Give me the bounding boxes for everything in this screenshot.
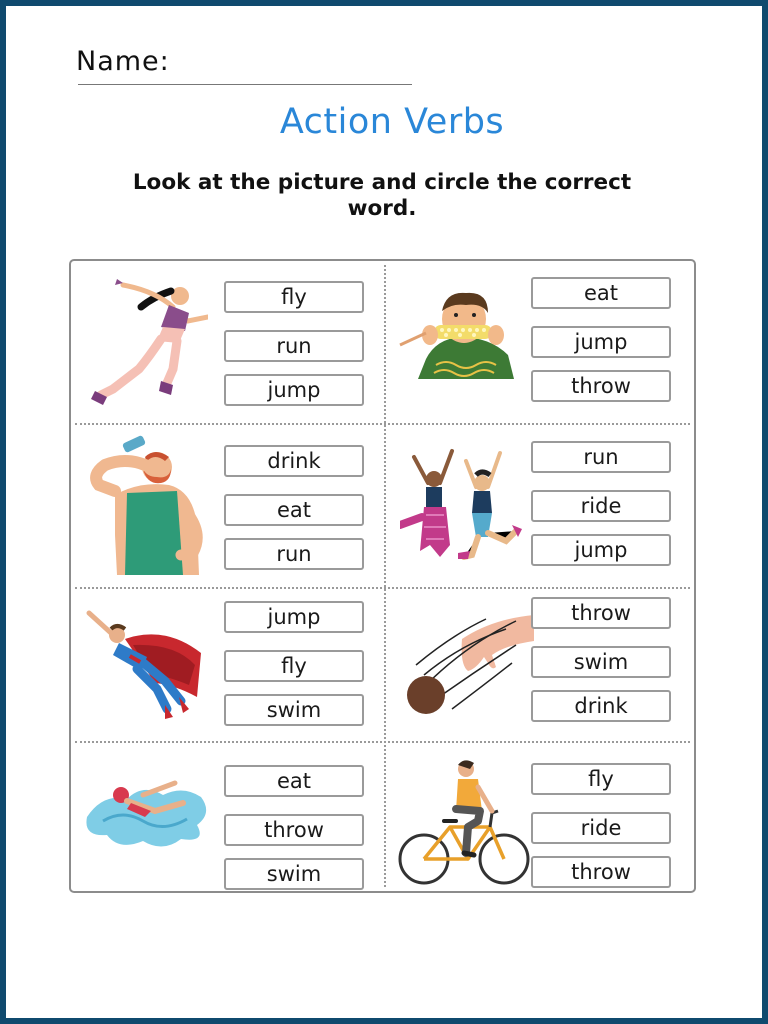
option-button[interactable]: drink [531,690,671,722]
exercise-item-7 [71,743,382,901]
exercise-grid [69,259,696,893]
option-button[interactable]: jump [531,534,671,566]
exercise-item-6 [386,589,697,747]
woman-riding-bicycle-icon [394,757,534,889]
option-button[interactable]: swim [224,694,364,726]
people-jumping-icon [400,445,530,560]
hand-throwing-ball-icon [396,605,534,717]
name-input-line[interactable] [78,84,412,85]
option-button[interactable]: fly [224,650,364,682]
option-button[interactable]: eat [531,277,671,309]
exercise-item-4 [386,425,697,583]
option-button[interactable]: throw [224,814,364,846]
option-button[interactable]: swim [531,646,671,678]
exercise-item-5 [71,589,382,747]
instructions: Look at the picture and circle the correct word. [132,170,632,221]
exercise-item-8 [386,743,697,901]
man-drinking-icon [85,435,210,575]
option-button[interactable]: jump [531,326,671,358]
exercise-item-3 [71,425,382,583]
option-button[interactable]: throw [531,597,671,629]
option-button[interactable]: ride [531,812,671,844]
running-woman-icon [83,271,208,411]
man-eating-corn-icon [396,289,526,379]
exercise-item-2 [386,261,697,419]
worksheet-title: Action Verbs [279,102,505,142]
option-button[interactable]: drink [224,445,364,477]
option-button[interactable]: ride [531,490,671,522]
option-button[interactable]: eat [224,494,364,526]
exercise-item-1 [71,261,382,419]
option-button[interactable]: run [531,441,671,473]
option-button[interactable]: throw [531,370,671,402]
option-button[interactable]: eat [224,765,364,797]
flying-superhero-icon [85,605,210,725]
option-button[interactable]: run [224,330,364,362]
option-button[interactable]: fly [531,763,671,795]
option-button[interactable]: jump [224,374,364,406]
option-button[interactable]: swim [224,858,364,890]
option-button[interactable]: run [224,538,364,570]
option-button[interactable]: fly [224,281,364,313]
swimmer-icon [83,773,213,853]
option-button[interactable]: throw [531,856,671,888]
name-label: Name: [76,46,170,77]
option-button[interactable]: jump [224,601,364,633]
